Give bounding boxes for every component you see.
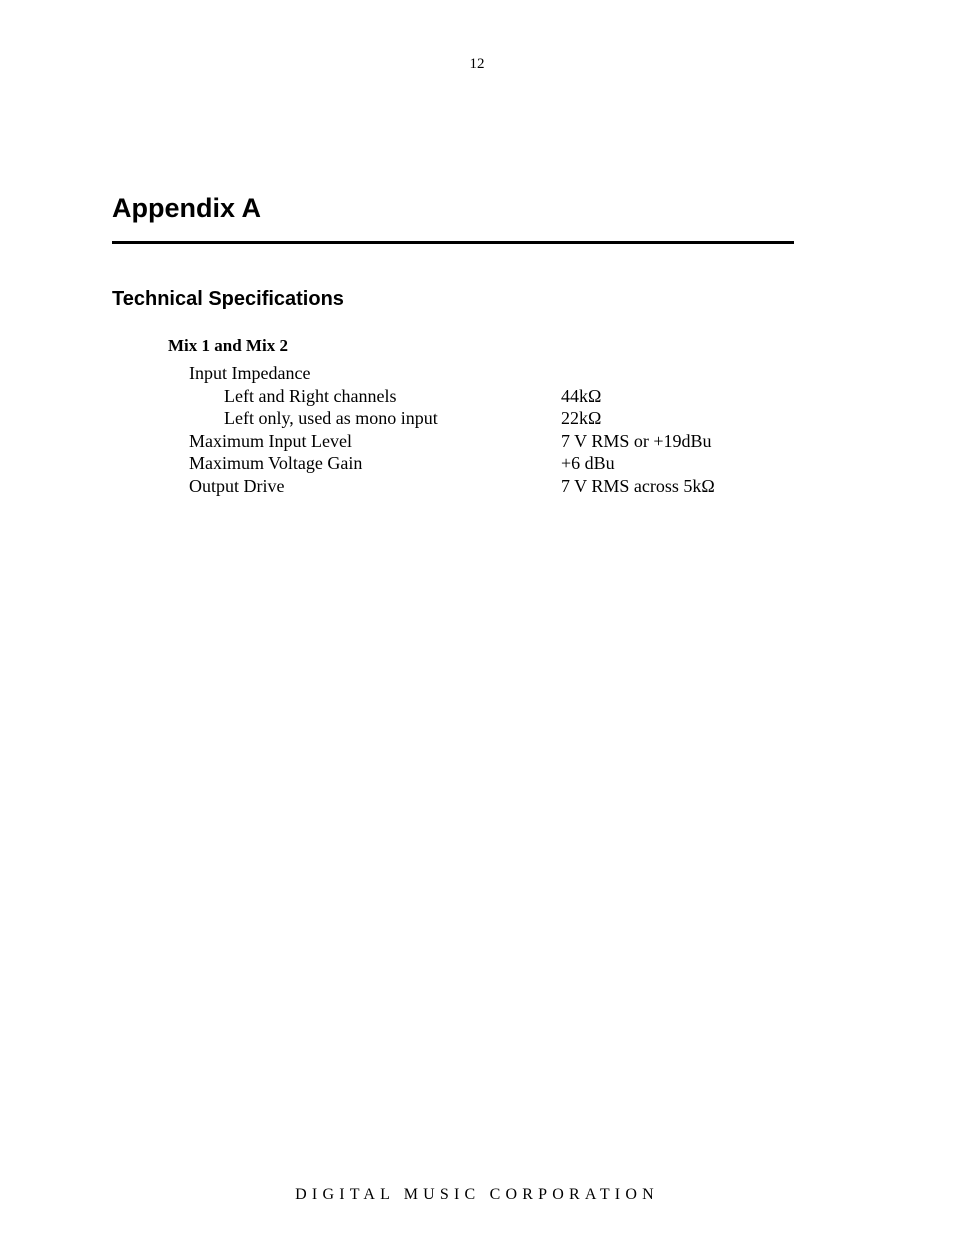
section-title: Technical Specifications bbox=[112, 288, 344, 310]
title-rule bbox=[112, 241, 794, 244]
spec-label: Maximum Input Level bbox=[189, 430, 352, 451]
spec-value: 7 V RMS across 5kΩ bbox=[561, 475, 715, 496]
footer-company-name: DIGITAL MUSIC CORPORATION bbox=[295, 1186, 659, 1203]
spec-label: Maximum Voltage Gain bbox=[189, 453, 363, 474]
subsection-title: Mix 1 and Mix 2 bbox=[168, 336, 288, 355]
spec-row-left-only-mono bbox=[189, 407, 789, 430]
spec-row-max-input-level bbox=[189, 430, 789, 453]
spec-label: Input Impedance bbox=[189, 363, 311, 383]
spec-value: 22kΩ bbox=[561, 408, 602, 429]
spec-row-input-impedance bbox=[189, 362, 789, 385]
spec-value: 7 V RMS or +19dBu bbox=[561, 430, 712, 451]
spec-value: +6 dBu bbox=[561, 453, 615, 474]
page-number: 12 bbox=[469, 56, 485, 72]
spec-label: Left and Right channels bbox=[224, 385, 397, 406]
spec-value: 44kΩ bbox=[561, 385, 602, 406]
spec-row-left-right-channels bbox=[189, 385, 789, 408]
chapter-title: Appendix A bbox=[112, 193, 262, 223]
spec-table bbox=[189, 362, 789, 498]
spec-row-output-drive bbox=[189, 475, 789, 498]
spec-label: Left only, used as mono input bbox=[224, 408, 438, 429]
spec-row-max-voltage-gain bbox=[189, 452, 789, 475]
spec-label: Output Drive bbox=[189, 475, 285, 496]
